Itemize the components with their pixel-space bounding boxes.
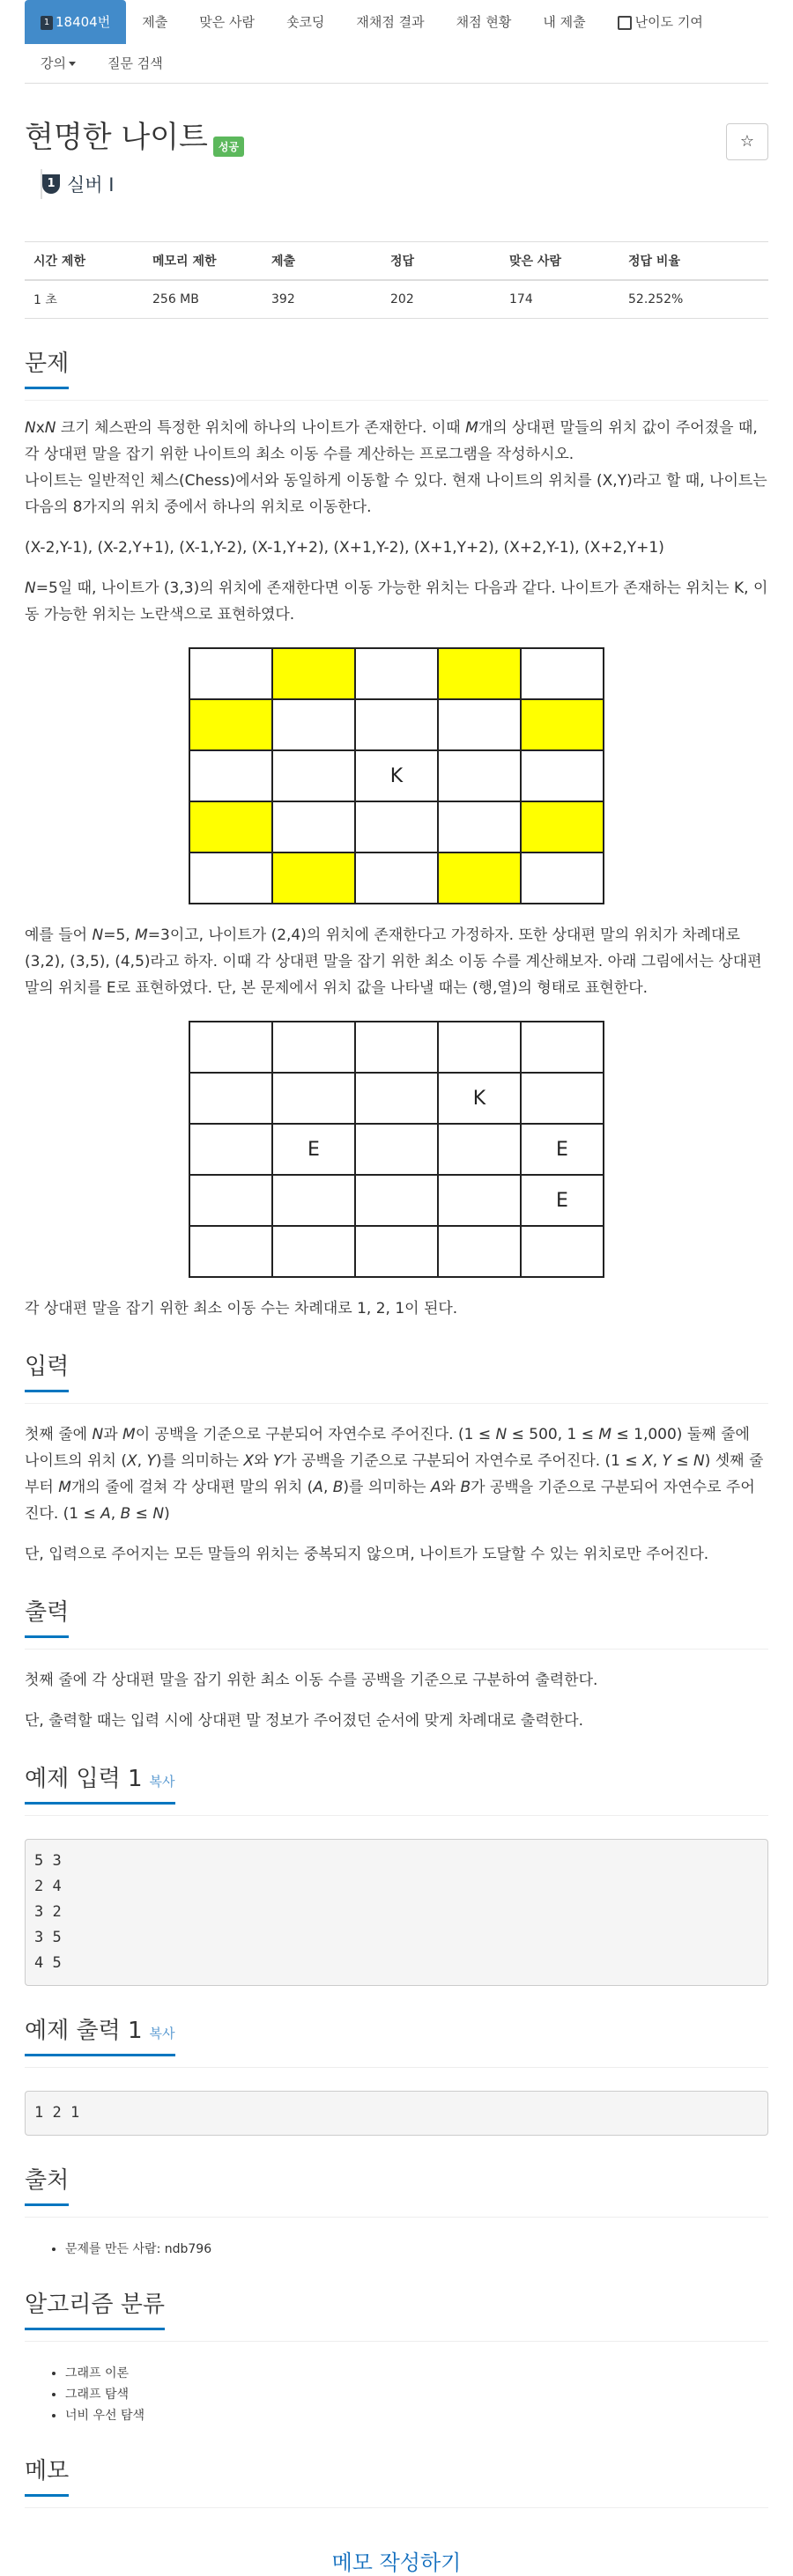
board-cell (272, 1175, 355, 1226)
info-header: 메모리 제한 (144, 242, 263, 281)
board-cell (521, 853, 604, 904)
board-cell: K (355, 750, 438, 801)
section-heading-text: 예제 입력 1 (25, 1766, 143, 1792)
algorithm-list (25, 2363, 768, 2426)
info-header: 시간 제한 (25, 242, 144, 281)
board-cell (189, 648, 272, 699)
var: N (495, 1426, 508, 1443)
info-header: 정답 (382, 242, 500, 281)
input-desc-2: 단, 입력으로 주어지는 모든 말들의 위치는 중복되지 않으며, 나이트가 도달할 수 있는 위치로만 주어진다. (25, 1546, 709, 1563)
board-cell (438, 1124, 521, 1175)
source-item: • 문제를 만든 사람: ndb796 (65, 2239, 768, 2260)
text: 첫째 줄에 (25, 1426, 93, 1443)
board-cell (272, 801, 355, 853)
var: N (92, 1426, 104, 1443)
board-cell (521, 1073, 604, 1124)
source-list (25, 2239, 768, 2260)
tier-icon: 1 (42, 174, 60, 194)
var: X (243, 1452, 255, 1470)
board-cell (355, 699, 438, 750)
section-heading-text: 출력 (25, 1594, 69, 1638)
external-link-icon (618, 16, 632, 30)
var: B (460, 1479, 471, 1496)
info-header: 제출 (263, 242, 382, 281)
favorite-star-button[interactable] (726, 123, 768, 160)
text: 예를 들어 (25, 926, 93, 944)
board-cell (355, 1175, 438, 1226)
algorithm-item[interactable]: • 너비 우선 탐색 (65, 2405, 768, 2426)
board-cell (438, 699, 521, 750)
problem-title: 현명한 나이트 (25, 120, 208, 155)
board-row (189, 1022, 604, 1073)
board-cell (189, 1124, 272, 1175)
text: )를 의미하는 (343, 1479, 431, 1496)
board-cell (521, 1226, 604, 1277)
var: M (58, 1479, 71, 1496)
text: 개의 상대편 말들의 위치 값이 주어졌을 때, 각 상대편 말을 잡기 위한 나이트의 최소 이동 수를 계산하는 프로그램을 작성하시오. (25, 419, 758, 463)
text: 과 (103, 1426, 123, 1443)
text: 가 공백을 기준으로 구분되어 자연수로 주어진다. (1 ≤ (25, 1479, 755, 1523)
board-cell (438, 1022, 521, 1073)
info-value: 256 MB (144, 280, 263, 319)
nav-row-1 (25, 0, 768, 44)
tab-short-coding[interactable]: 숏코딩 (285, 14, 325, 30)
board-cell-highlighted (521, 699, 604, 750)
section-heading-text: 문제 (25, 345, 69, 389)
board-cell (272, 1022, 355, 1073)
board-row (189, 801, 604, 853)
board-cell (189, 853, 272, 904)
knight-move-board (189, 647, 604, 904)
tab-submit[interactable]: 제출 (142, 14, 168, 30)
text: , (652, 1452, 663, 1470)
board-cell (438, 750, 521, 801)
var: B (332, 1479, 344, 1496)
text: ≤ 1,000) 둘째 줄에 나이트의 위치 ( (25, 1426, 750, 1470)
board-row (189, 1175, 604, 1226)
copy-sample-output-button[interactable]: 복사 (149, 2026, 175, 2041)
problem-desc-1 (25, 415, 768, 520)
section-title-input (25, 1348, 768, 1404)
tab-status[interactable]: 채점 현황 (456, 14, 512, 30)
board-cell-highlighted (272, 853, 355, 904)
tier-label: 실버 I (67, 174, 115, 196)
tab-my-submissions[interactable]: 내 제출 (543, 14, 586, 30)
algorithm-item[interactable]: • 그래프 이론 (65, 2363, 768, 2384)
board-cell (189, 1226, 272, 1277)
board-cell: E (521, 1124, 604, 1175)
info-header: 정답 비율 (619, 242, 768, 281)
text: 와 (441, 1479, 461, 1496)
board-cell (272, 1073, 355, 1124)
board-cell-highlighted (521, 801, 604, 853)
section-title-memo (25, 2453, 768, 2508)
section-title-sample-output (25, 2012, 768, 2068)
board-cell (272, 699, 355, 750)
board-cell (355, 1022, 438, 1073)
board-row (189, 1073, 604, 1124)
var-m: M (465, 419, 478, 437)
tab-label: 난이도 기여 (634, 14, 703, 30)
nav-row-2 (25, 44, 768, 84)
var: A (430, 1479, 441, 1496)
board-cell (355, 1073, 438, 1124)
var: Y (662, 1452, 671, 1470)
section-heading-text: 입력 (25, 1348, 69, 1392)
section-title-algorithms (25, 2286, 768, 2342)
problem-info-table (25, 241, 768, 319)
board-cell: E (521, 1175, 604, 1226)
board-row (189, 853, 604, 904)
text: 나이트는 일반적인 체스(Chess)에서와 동일하게 이동할 수 있다. 현재 나이트의 위치를 (X,Y)라고 할 때, 나이트는 다음의 8가지의 위치 중에서 하나의 위치로 이동한다. (25, 472, 767, 516)
tab-label: 18404번 (56, 14, 111, 30)
section-heading-text: 출처 (25, 2162, 69, 2206)
text: 와 (254, 1452, 273, 1470)
info-value: 202 (382, 280, 500, 319)
text: =3이고, 나이트가 (2,4)의 위치에 존재한다고 가정하자. 또한 상대편 말의 위치가 차례대로 (3,2), (3,5), (4,5)라고 하자. 이때 각 상대편 말을 잡기 위한 최소 이동 수를 계산해보자. 아래 그림에서는 상대편 말의 위치를 E로 표현하였다. 단, 본 문제에서 위치 값을 나타낼 때는 (행,열)의 형태로 표현한다. (25, 926, 762, 997)
var: A (313, 1479, 323, 1496)
section-heading-wrap (25, 1760, 175, 1805)
board-cell (438, 1175, 521, 1226)
text: =5일 때, 나이트가 (3,3)의 위치에 존재한다면 이동 가능한 위치는 다음과 같다. 나이트가 존재하는 위치는 K, 이동 가능한 위치는 노란색으로 표현하였다. (25, 579, 768, 624)
star-icon: ☆ (739, 132, 755, 151)
board-cell (355, 801, 438, 853)
section-title-output (25, 1594, 768, 1650)
text: , (110, 1505, 121, 1523)
section-title-source (25, 2162, 768, 2218)
board-cell (521, 648, 604, 699)
copy-sample-input-button[interactable]: 복사 (149, 1774, 175, 1790)
var: A (100, 1505, 111, 1523)
var: X (642, 1452, 653, 1470)
tier-row (41, 169, 768, 199)
text: ) 셋째 줄부터 (25, 1452, 764, 1496)
tab-rejudge-result[interactable]: 재채점 결과 (356, 14, 425, 30)
text: =5, (103, 926, 136, 944)
board-cell-highlighted (438, 853, 521, 904)
board-cell (189, 750, 272, 801)
problem-desc-result: 각 상대편 말을 잡기 위한 최소 이동 수는 차례대로 1, 2, 1이 된다. (25, 1300, 458, 1318)
tab-label: 강의 (41, 55, 66, 71)
board-cell (272, 750, 355, 801)
text: 가 공백을 기준으로 구분되어 자연수로 주어진다. (1 ≤ (282, 1452, 643, 1470)
board-cell (189, 1175, 272, 1226)
status-badge: 성공 (213, 137, 244, 157)
tab-solved-users[interactable]: 맞은 사람 (199, 14, 255, 30)
tab-difficulty-contribute[interactable] (602, 0, 719, 44)
board-row (189, 1226, 604, 1277)
tab-question-search[interactable]: 질문 검색 (107, 55, 163, 71)
board-cell: E (272, 1124, 355, 1175)
var-m: M (135, 926, 148, 944)
board-cell (355, 1124, 438, 1175)
text: ) (164, 1505, 170, 1523)
board-cell-highlighted (438, 648, 521, 699)
section-heading-wrap (25, 2012, 175, 2056)
var: N (152, 1505, 165, 1523)
board-cell (355, 853, 438, 904)
board-cell-highlighted (189, 699, 272, 750)
var: M (122, 1426, 136, 1443)
text: , (137, 1452, 147, 1470)
info-value-row (25, 280, 768, 319)
var: M (598, 1426, 612, 1443)
var: Y (146, 1452, 156, 1470)
info-header: 맞은 사람 (500, 242, 619, 281)
text: )를 의미하는 (155, 1452, 244, 1470)
enemy-position-board (189, 1021, 604, 1278)
text: ≤ 500, 1 ≤ (507, 1426, 599, 1443)
section-heading-text: 메모 (25, 2453, 69, 2497)
board-row (189, 1124, 604, 1175)
var: N (693, 1452, 705, 1470)
var: Y (272, 1452, 283, 1470)
problem-nav (25, 0, 768, 84)
board-cell (438, 801, 521, 853)
tab-lectures-dropdown[interactable] (25, 41, 92, 85)
text: ≤ (671, 1452, 693, 1470)
text: x (35, 419, 45, 437)
info-value: 52.252% (619, 280, 768, 319)
var-n: N (92, 926, 104, 944)
info-header-row (25, 242, 768, 281)
algorithm-item[interactable]: • 그래프 탐색 (65, 2384, 768, 2405)
board-row (189, 648, 604, 699)
output-desc-2: 단, 출력할 때는 입력 시에 상대편 말 정보가 주어졌던 순서에 맞게 차례대로 출력한다. (25, 1712, 584, 1730)
text: 개의 줄에 걸쳐 각 상대편 말의 위치 ( (70, 1479, 314, 1496)
section-heading-text: 예제 출력 1 (25, 2018, 143, 2044)
title-row (25, 113, 768, 166)
section-heading-text: 알고리즘 분류 (25, 2286, 165, 2330)
board-cell (272, 1226, 355, 1277)
output-desc-1: 첫째 줄에 각 상대편 말을 잡기 위한 최소 이동 수를 공백을 기준으로 구분하여 출력한다. (25, 1672, 598, 1689)
write-memo-button[interactable]: 메모 작성하기 (331, 2550, 462, 2575)
board-cell (355, 1226, 438, 1277)
section-title-sample-input (25, 1760, 768, 1816)
board-cell (521, 1022, 604, 1073)
info-value: 1 초 (25, 280, 144, 319)
input-desc-1 (25, 1421, 768, 1527)
tab-problem-number[interactable] (25, 0, 126, 44)
board-cell: K (438, 1073, 521, 1124)
board-cell (438, 1226, 521, 1277)
text: 이 공백을 기준으로 구분되어 자연수로 주어진다. (1 ≤ (135, 1426, 496, 1443)
board-cell-highlighted (189, 801, 272, 853)
board-cell-highlighted (272, 648, 355, 699)
var-n: N (25, 419, 36, 437)
board-cell (355, 648, 438, 699)
text: , (322, 1479, 333, 1496)
var-n: N (44, 419, 56, 437)
board-row (189, 699, 604, 750)
problem-body (25, 113, 768, 2576)
board-cell (189, 1073, 272, 1124)
problem-desc-moves: (X-2,Y-1), (X-2,Y+1), (X-1,Y-2), (X-1,Y+2), (X+1,Y-2), (X+1,Y+2), (X+2,Y-1), (X+2,Y+1) (25, 539, 664, 557)
problem-desc-example2 (25, 922, 768, 1001)
sample-output-box: 1 2 1 (25, 2091, 768, 2136)
var-n: N (25, 579, 36, 597)
tier-medal-icon: 1 (41, 16, 53, 30)
problem-desc-example1 (25, 575, 768, 628)
caret-down-icon (69, 62, 76, 66)
board-cell (521, 750, 604, 801)
text: 크기 체스판의 특정한 위치에 하나의 나이트가 존재한다. 이때 (56, 419, 466, 437)
var: X (126, 1452, 137, 1470)
board-row (189, 750, 604, 801)
info-value: 174 (500, 280, 619, 319)
var: B (120, 1505, 131, 1523)
info-value: 392 (263, 280, 382, 319)
section-title-problem (25, 345, 768, 401)
text: ≤ (130, 1505, 153, 1523)
sample-input-box: 5 3 2 4 3 2 3 5 4 5 (25, 1839, 768, 1986)
board-cell (189, 1022, 272, 1073)
